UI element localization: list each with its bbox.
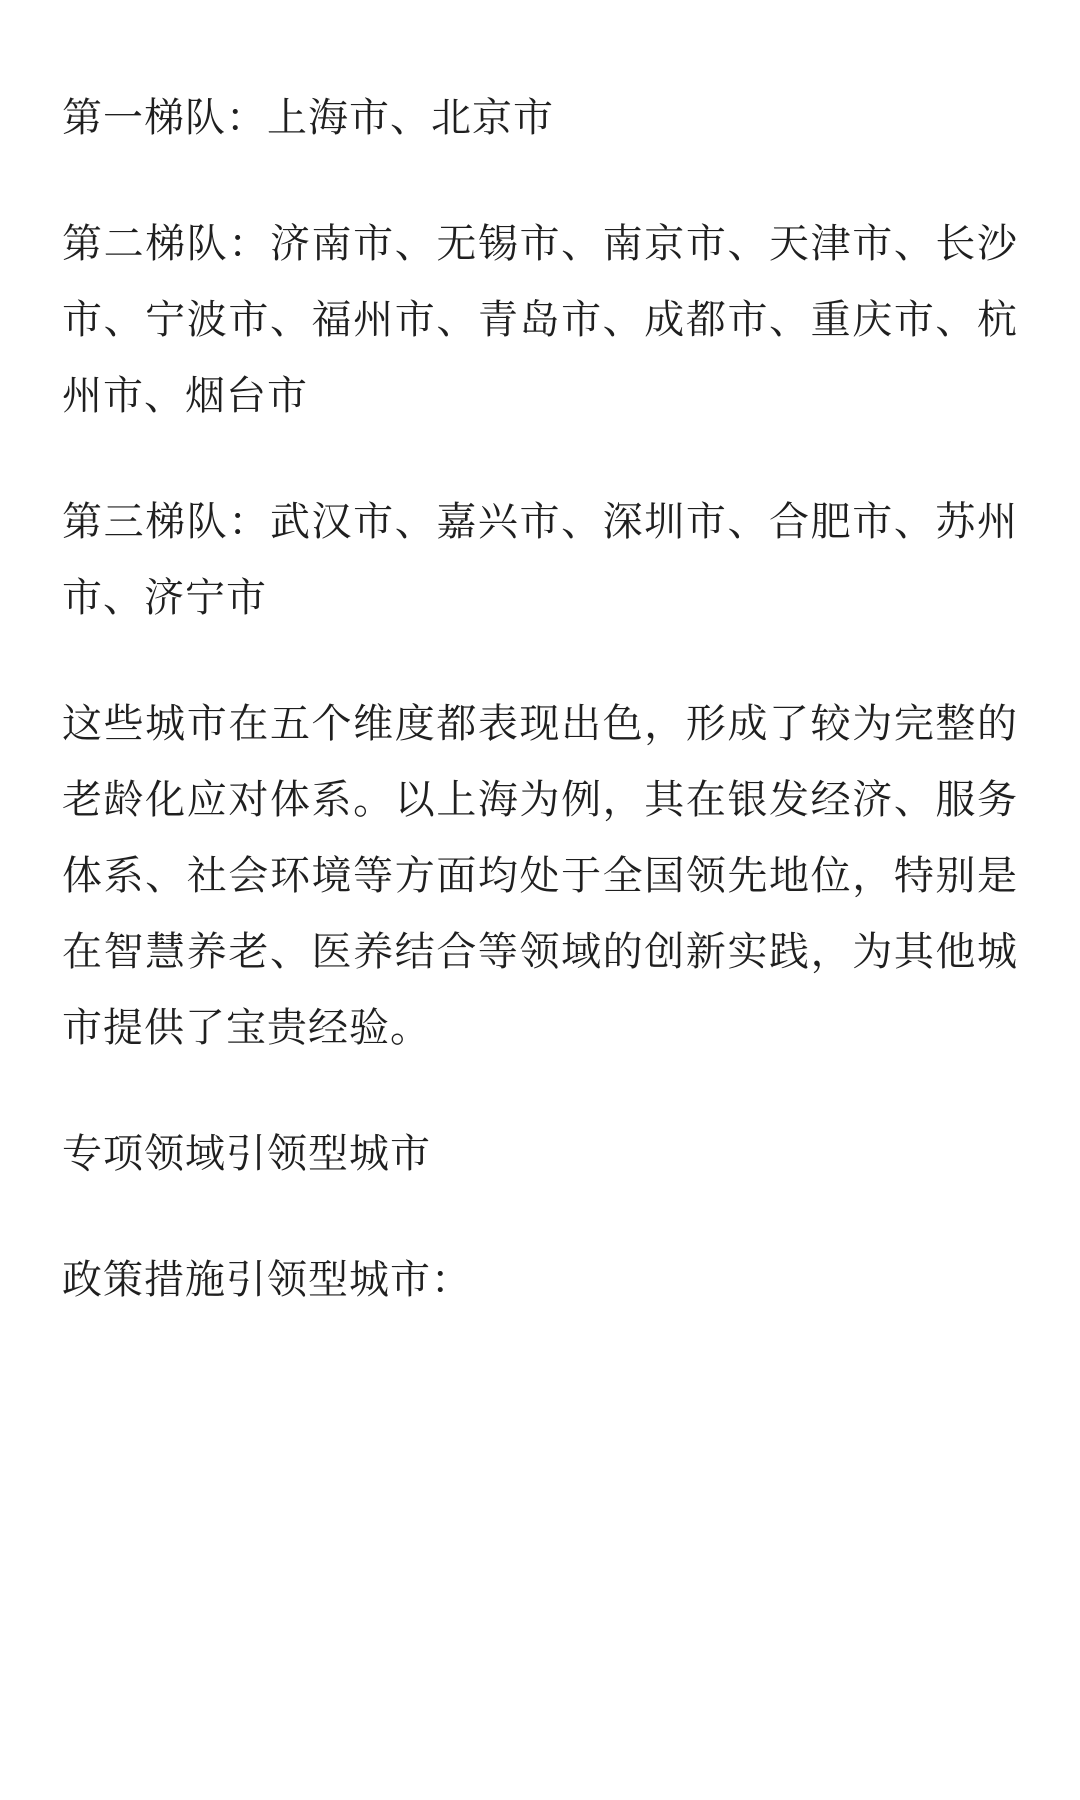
section-heading-specialized: 专项领域引领型城市 [62,1131,431,1177]
article-body [62,80,1018,1368]
tier-three-paragraph: 第三梯队：武汉市、嘉兴市、深圳市、合肥市、苏州市、济宁市 [62,499,1018,621]
tier-one-paragraph: 第一梯队：上海市、北京市 [62,95,554,141]
tier-two-paragraph: 第二梯队：济南市、无锡市、南京市、天津市、长沙市、宁波市、福州市、青岛市、成都市、重庆市、杭州市、烟台市 [62,221,1018,419]
summary-paragraph: 这些城市在五个维度都表现出色，形成了较为完整的老龄化应对体系。以上海为例，其在银发经济、服务体系、社会环境等方面均处于全国领先地位，特别是在智慧养老、医养结合等领域的创新实践，为其他城市提供了宝贵经验。 [62,701,1018,1051]
section-heading-policy: 政策措施引领型城市： [62,1257,472,1303]
